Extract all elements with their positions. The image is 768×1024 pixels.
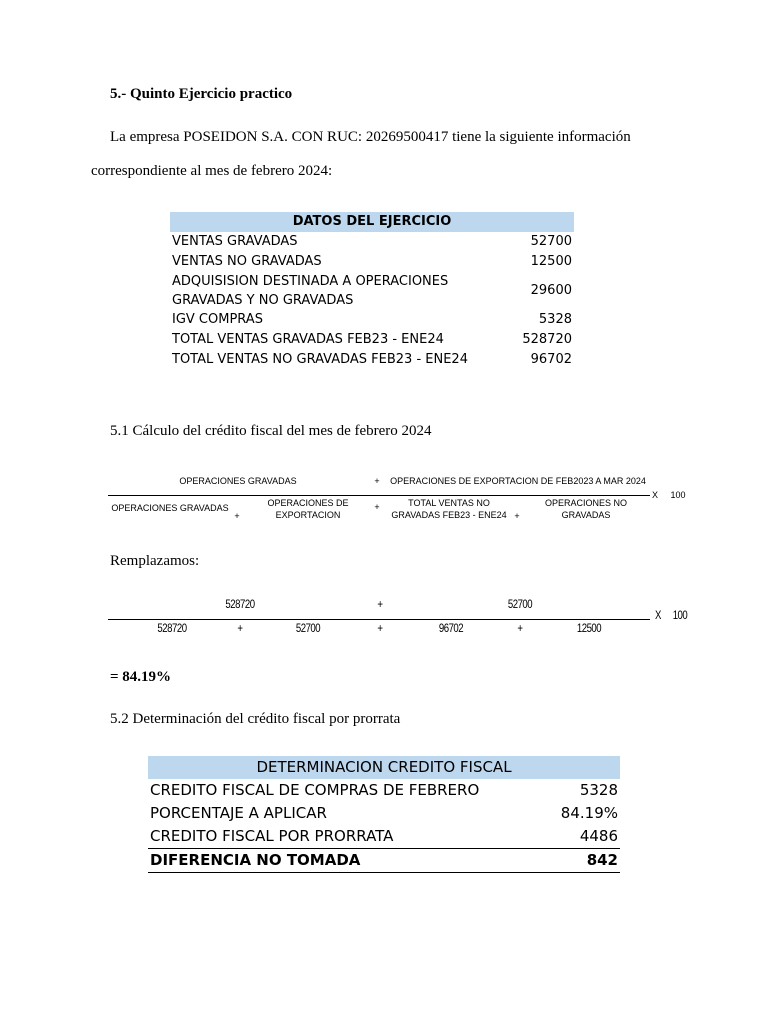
row-label: VENTAS GRAVADAS bbox=[172, 234, 298, 249]
replacement-hundred: 100 bbox=[672, 608, 688, 622]
formula-numerator-plus: + bbox=[374, 476, 380, 486]
formula-times: X bbox=[651, 490, 658, 500]
row-label: TOTAL VENTAS GRAVADAS FEB23 - ENE24 bbox=[172, 332, 444, 347]
row-label: PORCENTAJE A APLICAR bbox=[150, 804, 327, 822]
row-label-line-1: ADQUISISION DESTINADA A OPERACIONES bbox=[172, 274, 449, 289]
table-row bbox=[170, 350, 574, 370]
formula-denominator-3-line-1: TOTAL VENTAS NO bbox=[408, 498, 490, 508]
formula-denominator-2 bbox=[258, 497, 358, 521]
credit-table-title: DETERMINACION CREDITO FISCAL bbox=[148, 756, 620, 779]
intro-paragraph-line-2: correspondiente al mes de febrero 2024: bbox=[91, 163, 333, 179]
replacement-numerator-right: 52700 bbox=[507, 597, 533, 611]
row-value: 96702 bbox=[530, 352, 572, 367]
formula-denominator-2-line-1: OPERACIONES DE bbox=[267, 498, 349, 508]
replacement-denominator-2: 52700 bbox=[295, 621, 321, 635]
row-value: 84.19% bbox=[560, 804, 618, 822]
replacement-denominator-3: 96702 bbox=[438, 621, 464, 635]
row-value: 528720 bbox=[522, 332, 572, 347]
datos-ejercicio-table bbox=[170, 212, 574, 370]
replacement-denominator-plus-3: + bbox=[517, 621, 523, 635]
replacement-denominator-4: 12500 bbox=[576, 621, 602, 635]
formula-denominator-3-line-2: GRAVADAS FEB23 - ENE24 bbox=[391, 510, 507, 520]
table-row bbox=[148, 802, 620, 825]
section-5-2-title: 5.2 Determinación del crédito fiscal por prorrata bbox=[110, 711, 401, 727]
replacement-times: X bbox=[655, 608, 661, 622]
table-row bbox=[170, 232, 574, 252]
section-heading: 5.- Quinto Ejercicio practico bbox=[110, 86, 293, 102]
row-label: CREDITO FISCAL DE COMPRAS DE FEBRERO bbox=[150, 781, 480, 799]
result-percentage: = 84.19% bbox=[110, 669, 172, 685]
table-row bbox=[148, 779, 620, 802]
intro-paragraph-line-1: La empresa POSEIDON S.A. CON RUC: 20269500417 tiene la siguiente información bbox=[110, 129, 631, 145]
table-row bbox=[170, 330, 574, 350]
row-value: 5328 bbox=[538, 312, 572, 327]
replacement-fraction-line bbox=[108, 619, 650, 620]
table-row bbox=[170, 272, 574, 310]
total-row bbox=[148, 849, 620, 873]
formula-numerator-left: OPERACIONES GRAVADAS bbox=[179, 476, 297, 486]
replacement-label: Remplazamos: bbox=[110, 553, 200, 569]
formula-denominator-1: OPERACIONES GRAVADAS bbox=[111, 503, 229, 513]
table-row bbox=[148, 825, 620, 849]
formula-denominator-plus-2: + bbox=[374, 502, 380, 512]
replacement-denominator-plus-2: + bbox=[377, 621, 383, 635]
formula-denominator-plus-3: + bbox=[514, 511, 520, 521]
row-value: 4486 bbox=[579, 827, 618, 845]
formula-denominator-4-line-1: OPERACIONES NO bbox=[544, 498, 627, 508]
datos-table-title: DATOS DEL EJERCICIO bbox=[170, 212, 574, 232]
row-label bbox=[170, 272, 513, 310]
formula-numerator-right: OPERACIONES DE EXPORTACION DE FEB2023 A MAR 2024 bbox=[390, 476, 646, 486]
row-label: TOTAL VENTAS NO GRAVADAS FEB23 - ENE24 bbox=[172, 352, 468, 367]
formula-fraction-line bbox=[108, 495, 650, 496]
formula-denominator-4-line-2: GRAVADAS bbox=[561, 510, 611, 520]
formula-denominator-4 bbox=[536, 497, 636, 521]
row-label: CREDITO FISCAL POR PRORRATA bbox=[150, 827, 394, 845]
total-label: DIFERENCIA NO TOMADA bbox=[148, 849, 547, 873]
replacement-denominator-1: 528720 bbox=[157, 621, 187, 635]
total-value: 842 bbox=[547, 849, 620, 873]
table-row bbox=[170, 252, 574, 272]
formula-denominator-2-line-2: EXPORTACION bbox=[275, 510, 341, 520]
row-value: 5328 bbox=[579, 781, 618, 799]
row-value: 12500 bbox=[530, 254, 572, 269]
replacement-numerator-plus: + bbox=[377, 597, 383, 611]
row-label-line-2: GRAVADAS Y NO GRAVADAS bbox=[172, 293, 354, 308]
row-value: 29600 bbox=[530, 283, 572, 298]
credito-fiscal-table bbox=[148, 756, 620, 873]
table-row bbox=[170, 310, 574, 330]
formula-denominator-plus-1: + bbox=[234, 511, 240, 521]
row-value: 52700 bbox=[530, 234, 572, 249]
replacement-denominator-plus-1: + bbox=[237, 621, 243, 635]
section-5-1-title: 5.1 Cálculo del crédito fiscal del mes de febrero 2024 bbox=[110, 423, 432, 439]
row-label: IGV COMPRAS bbox=[172, 312, 263, 327]
replacement-numerator-left: 528720 bbox=[225, 597, 255, 611]
row-label: VENTAS NO GRAVADAS bbox=[172, 254, 322, 269]
formula-hundred: 100 bbox=[670, 490, 686, 500]
formula-denominator-3 bbox=[388, 497, 510, 521]
